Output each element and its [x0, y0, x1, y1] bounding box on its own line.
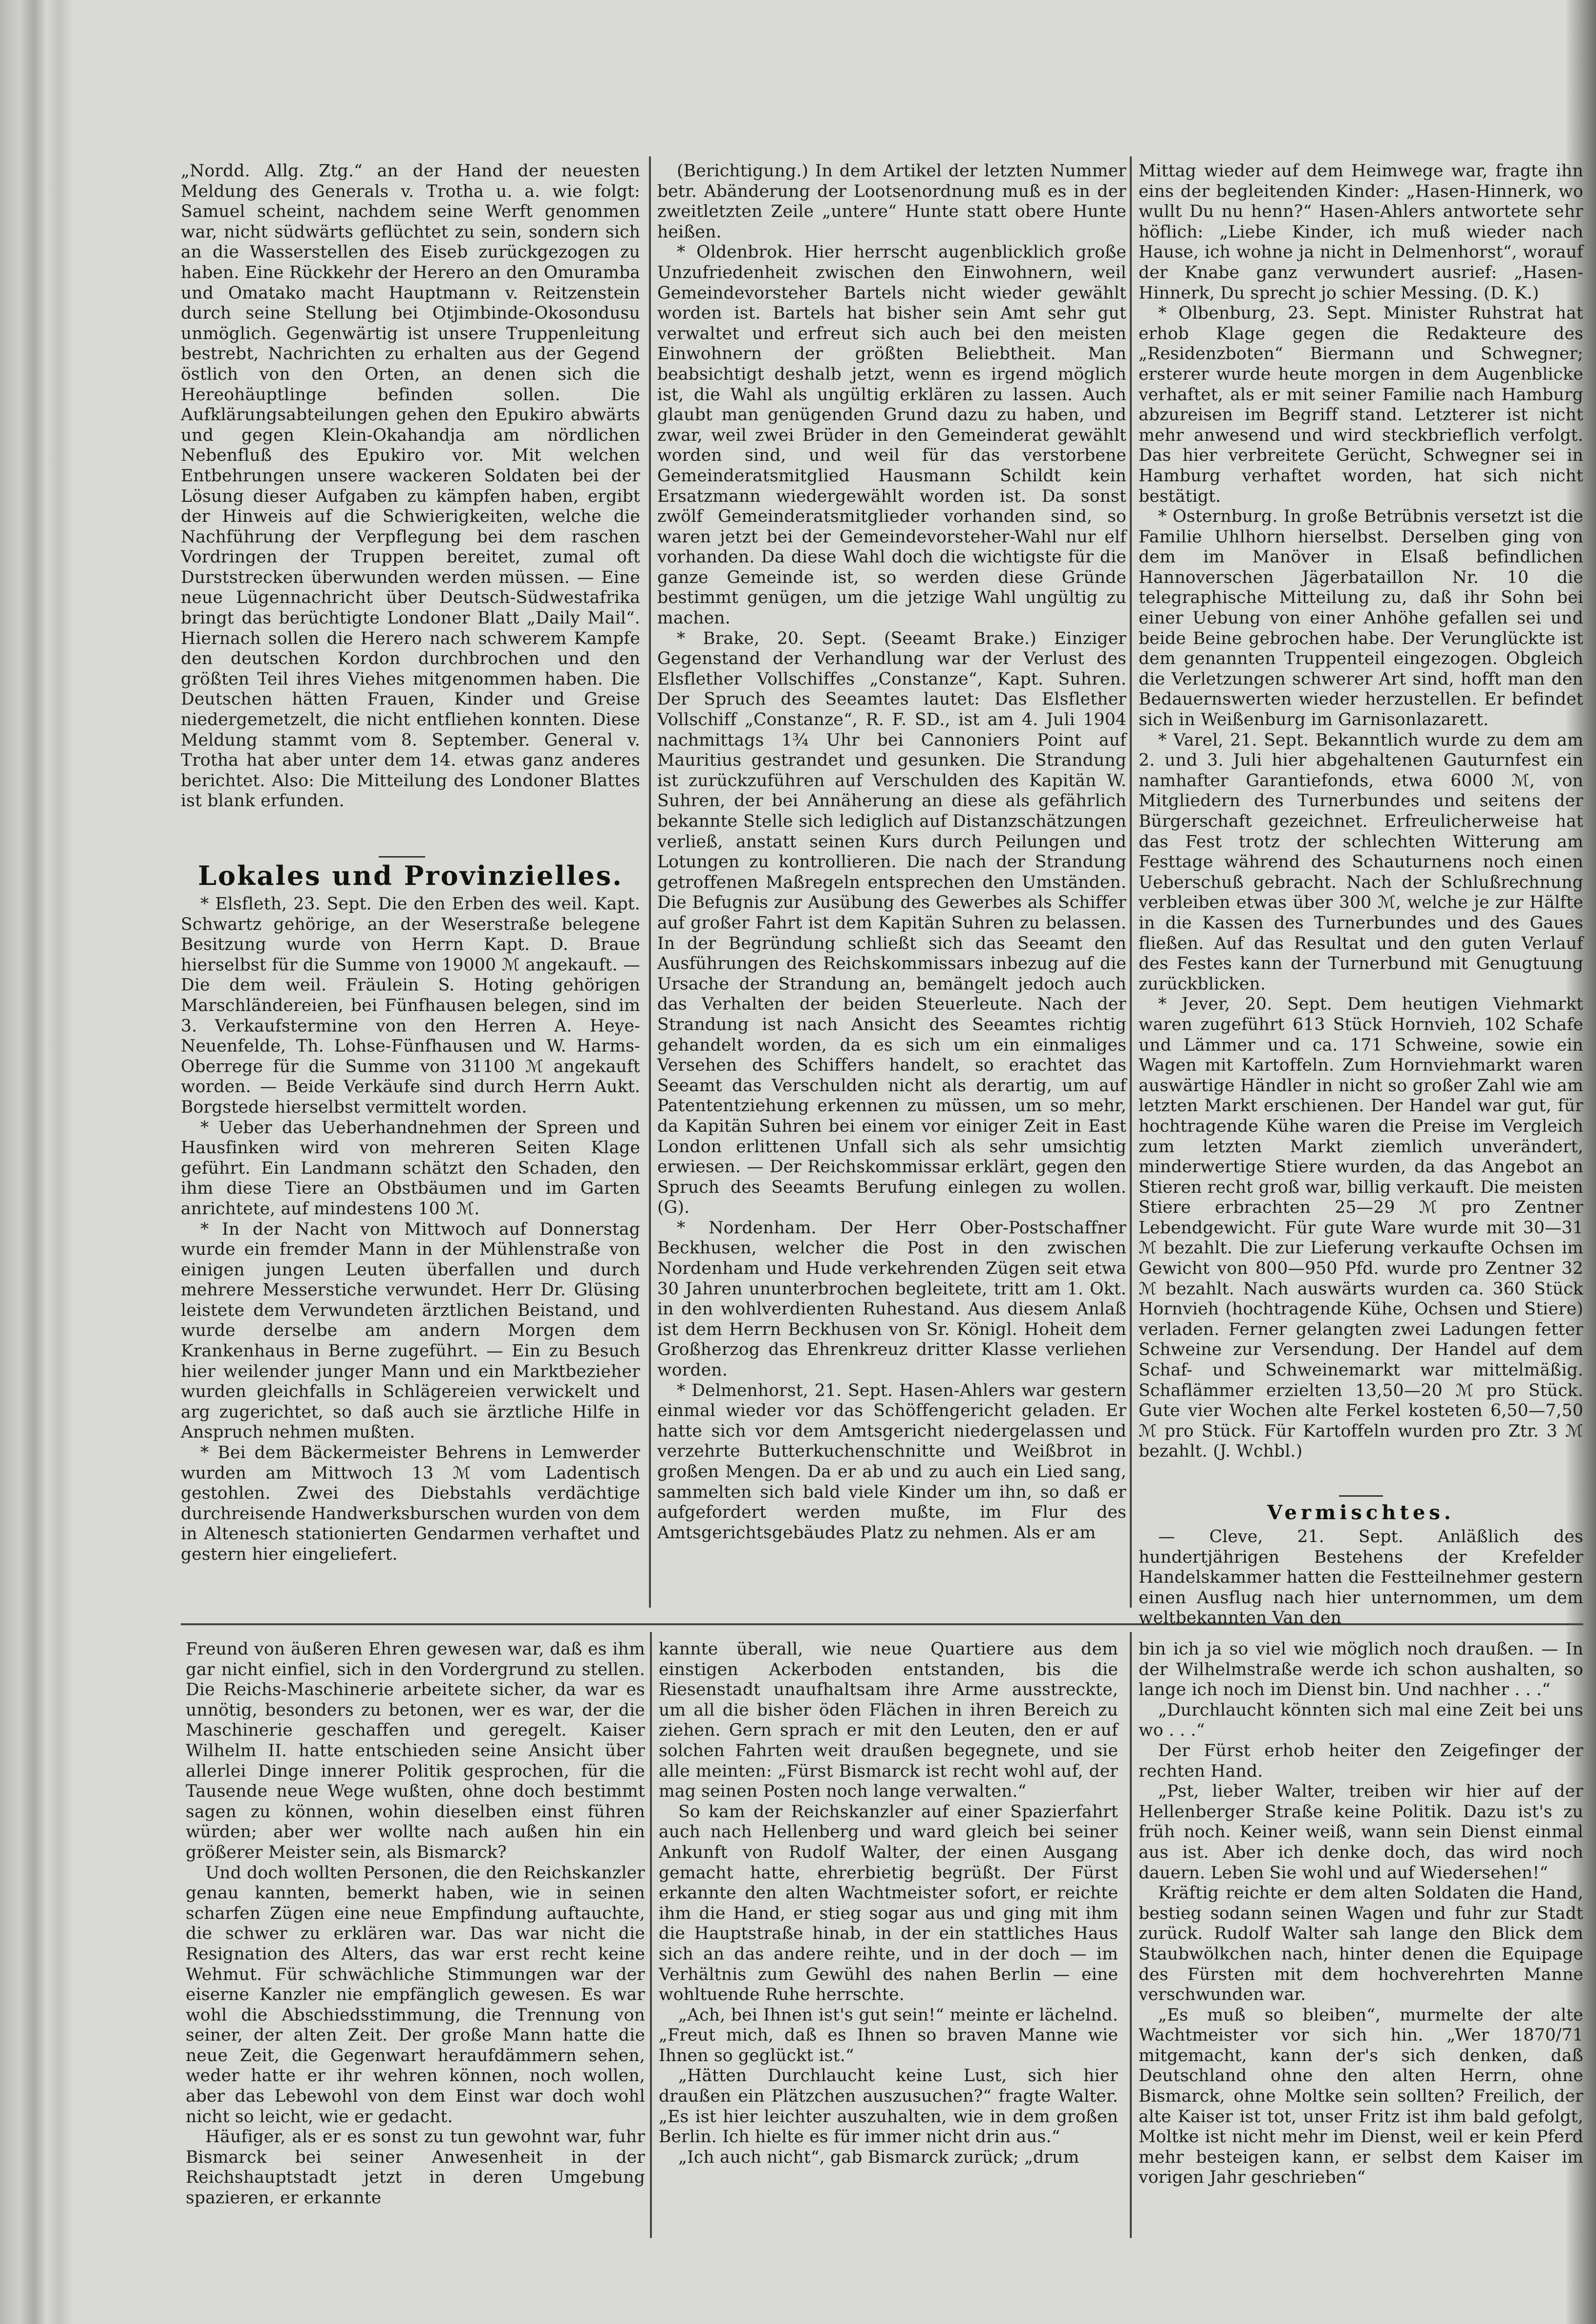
- story-paragraph: Der Fürst erhob heiter den Zeigefinger der rechten Hand.: [1139, 1741, 1583, 1781]
- article-paragraph: * Olbenburg, 23. Sept. Minister Ruhstrat hat erhob Klage gegen die Redakteure des „Residenzboten“ Biermann und Schwegner; ersterer wurde heute morgen in dem Augenblicke verhaftet, als er mit seiner Familie nach Hamburg abzureisen im Begriff stand. Letzterer ist nicht mehr anwesend und wird steckbrieflich verfolgt. Das hier verbreitete Gerücht, Schwegner sei in Hamburg verhaftet worden, hat sich nicht bestätigt.: [1139, 303, 1583, 506]
- story-paragraph: „Durchlaucht könnten sich mal eine Zeit bei uns wo . . .“: [1139, 1700, 1583, 1741]
- column-3-top: [1139, 161, 1583, 1462]
- story-paragraph: Freund von äußeren Ehren gewesen war, daß es ihm gar nicht einfiel, sich in den Vordergrund zu stellen. Die Reichs-Maschinerie arbeitete sicher, da war es unnötig, besonders zu betonen, wer es war, der die Maschinerie geschaffen und geregelt. Kaiser Wilhelm II. hatte entschieden seine Ansicht über allerlei Dinge innerer Politik gesprochen, für die Tausende neue Wege wußten, ohne doch bestimmt sagen zu können, wohin dieselben einst führen würden; aber wer wollte nach außen hin ein größerer Meister sein, als Bismarck?: [186, 1639, 645, 1862]
- story-paragraph: Häufiger, als er es sonst zu tun gewohnt war, fuhr Bismarck bei seiner Anwesenheit in der Reichshauptstadt jetzt in deren Umgebung spazieren, er erkannte: [186, 2127, 645, 2208]
- story-paragraph: bin ich ja so viel wie möglich noch draußen. — In der Wilhelmstraße werde ich schon aushalten, so lange ich noch im Dienst bin. Und nachher . . .“: [1139, 1639, 1583, 1700]
- article-paragraph: * Bei dem Bäckermeister Behrens in Lemwerder wurden am Mittwoch 13 ℳ vom Ladentisch gestohlen. Zwei des Diebstahls verdächtige durchreisende Handwerksburschen wurden von dem in Altenesch stationierten Gendarmen verhaftet und gestern hier eingeliefert.: [181, 1443, 640, 1564]
- column-2-bottom: [659, 1639, 1118, 2168]
- article-paragraph: * Ueber das Ueberhandnehmen der Spreen und Hausfinken wird von mehreren Seiten Klage geführt. Ein Landmann schätzt den Schaden, den ihm diese Tiere an Obstbäumen und im Garten anrichtete, auf mindestens 100 ℳ.: [181, 1118, 640, 1219]
- section-heading: Vermischtes.: [1267, 1501, 1455, 1524]
- short-rule: [379, 856, 425, 858]
- article-paragraph: Mittag wieder auf dem Heimwege war, fragte ihn eins der begleitenden Kinder: „Hasen-Hinnerk, wo wullt Du nu henn?“ Hasen-Ahlers antwortete sehr höflich: „Liebe Kinder, ich muß wieder nach Hause, ich wohne ja nicht in Delmenhorst“, worauf der Knabe ganz verwundert ausrief: „Hasen-Hinnerk, Du sprecht jo schier Messing. (D. K.): [1139, 161, 1583, 303]
- story-paragraph: „Hätten Durchlaucht keine Lust, sich hier draußen ein Plätzchen auszusuchen?“ fragte Walter. „Es ist hier leichter auszuhalten, wie in dem großen Berlin. Ich hielte es für immer nicht drin aus.“: [659, 2066, 1118, 2147]
- article-paragraph: * In der Nacht von Mittwoch auf Donnerstag wurde ein fremder Mann in der Mühlenstraße von einigen jungen Leuten überfallen und durch mehrere Messerstiche verwundet. Herr Dr. Glüsing leistete dem Verwundeten ärztlichen Beistand, und wurde derselbe am andern Morgen dem Krankenhaus in Berne zugeführt. — Ein zu Besuch hier weilender junger Mann und ein Marktbezieher wurden gleichfalls in Schlägereien verwickelt und arg zugerichtet, so daß auch sie ärztliche Hilfe in Anspruch nehmen mußten.: [181, 1219, 640, 1442]
- column-2-top: [657, 161, 1126, 1543]
- story-paragraph: So kam der Reichskanzler auf einer Spazierfahrt auch nach Hellenberg und ward gleich bei seiner Ankunft von Rudolf Walter, der einen Ausgang gemacht hatte, ehrerbietig begrüßt. Der Fürst erkannte den alten Wachtmeister sofort, er reichte ihm die Hand, er stieg sogar aus und ging mit ihm die Hauptstraße hinab, in der ein stattliches Haus sich an das andere reihte, und in der doch — im Verhältnis zum Gewühl des nahen Berlin — eine wohltuende Ruhe herrschte.: [659, 1802, 1118, 2005]
- story-paragraph: „Ach, bei Ihnen ist's gut sein!“ meinte er lächelnd. „Freut mich, daß es Ihnen so braven Manne wie Ihnen so geglückt ist.“: [659, 2005, 1118, 2066]
- short-rule: [1339, 1495, 1383, 1497]
- story-paragraph: Und doch wollten Personen, die den Reichskanzler genau kannten, bemerkt haben, wie in seinen scharfen Zügen eine neue Empfindung auftauchte, die schwer zu erklären war. Das war nicht die Resignation des Alters, das war erst recht keine Wehmut. Für schwächliche Stimmungen war der eiserne Kanzler nie empfänglich gewesen. Es war wohl die Abschiedsstimmung, die Trennung von seiner, der alten Zeit. Der große Mann hatte die neue Zeit, die Gegenwart heraufdämmern sehen, weder hatte er ihr wehren können, noch wollen, aber das Lebewohl von dem Einst war doch wohl nicht so leicht, wie er gedacht.: [186, 1863, 645, 2127]
- story-paragraph: „Es muß so bleiben“, murmelte der alte Wachtmeister vor sich hin. „Wer 1870/71 mitgemacht, kann der's sich denken, daß Deutschland ohne den alten Herrn, ohne Bismarck, ohne Moltke sein sollten? Freilich, der alte Kaiser ist tot, unser Fritz ist ihm bald gefolgt, Moltke ist nicht mehr im Dienst, weil er kein Pferd mehr besteigen kann, er selbst dem Kaiser im vorigen Jahr geschrieben“: [1139, 2005, 1583, 2188]
- column-rule: [649, 156, 651, 1608]
- section-heading: Lokales und Provinzielles.: [198, 860, 623, 891]
- story-paragraph: kannte überall, wie neue Quartiere aus dem einstigen Ackerboden entstanden, bis die Riesenstadt unaufhaltsam ihre Arme ausstreckte, um all die bisher öden Flächen in ihren Bereich zu ziehen. Gern sprach er mit den Leuten, den er auf solchen Fahrten weit draußen begegnete, und sie alle meinten: „Fürst Bismarck ist recht wohl auf, der mag seinen Posten noch lange verwalten.“: [659, 1639, 1118, 1802]
- story-paragraph: „Ich auch nicht“, gab Bismarck zurück; „drum: [678, 2147, 1079, 2167]
- story-paragraph: Kräftig reichte er dem alten Soldaten die Hand, bestieg sodann seinen Wagen und fuhr zur Stadt zurück. Rudolf Walter sah lange den Blick dem Staubwölkchen nach, hinter denen die Equipage des Fürsten mit dem hochverehrten Manne verschwunden war.: [1139, 1883, 1583, 2005]
- column-rule: [1130, 1632, 1132, 2238]
- article-paragraph: * Jever, 20. Sept. Dem heutigen Viehmarkt waren zugeführt 613 Stück Hornvieh, 102 Schafe und Lämmer und ca. 171 Schweine, sowie ein Wagen mit Kartoffeln. Zum Hornviehmarkt waren auswärtige Händler in nicht so großer Zahl wie am letzten Markt erschienen. Der Handel war gut, für hochtragende Kühe waren die Preise im Vergleich zum letzten Markt ziemlich unverändert, minderwertige Stiere wurden, da das Angebot an Stieren recht groß war, billig verkauft. Die meisten Stiere erbrachten 25—29 ℳ pro Zentner Lebendgewicht. Für gute Ware wurde mit 30—31 ℳ bezahlt. Die zur Lieferung verkaufte Ochsen im Gewicht von 800—950 Pfd. wurde pro Zentner 32 ℳ bezahlt. Nach auswärts wurden ca. 360 Stück Hornvieh (hochtragende Kühe, Ochsen und Stiere) verladen. Ferner gelangten zwei Ladungen fetter Schweine zur Versendung. Der Handel auf dem Schaf- und Schweinemarkt war mittelmäßig. Schaflämmer erzielten 13,50—20 ℳ pro Stück. Gute vier Wochen alte Ferkel kosteten 6,50—7,50 ℳ pro Stück. Für Kartoffeln wurden pro Ztr. 3 ℳ bezahlt. (J. Wchbl.): [1139, 994, 1583, 1462]
- article-paragraph: „Nordd. Allg. Ztg.“ an der Hand der neuesten Meldung des Generals v. Trotha u. a. wie folgt: Samuel scheint, nachdem seine Werft genommen war, nicht südwärts geflüchtet zu sein, sondern sich an die Wasserstellen des Eiseb zurückgezogen zu haben. Eine Rückkehr der Herero an den Omuramba und Omatako macht Hauptmann v. Reitzenstein durch seine Stellung bei Otjimbinde-Okosondusu unmöglich. Gegenwärtig ist unsere Truppenleitung bestrebt, Nachrichten zu erhalten aus der Gegend östlich von den Orten, an denen sich die Hereohäuptlinge befinden sollen. Die Aufklärungsabteilungen gehen den Epukiro abwärts und gegen Klein-Okahandja am nördlichen Nebenfluß des Epukiro vor. Mit welchen Entbehrungen unsere wackeren Soldaten bei der Lösung dieser Aufgaben zu kämpfen haben, ergibt der Hinweis auf die Schwierigkeiten, welche die Nachführung der Verpflegung bei dem raschen Vordringen der Truppen bereitet, zumal oft Durststrecken überwunden werden müssen. — Eine neue Lügennachricht über Deutsch-Südwestafrika bringt das berüchtigte Londoner Blatt „Daily Mail“. Hiernach sollen die Herero nach schwerem Kampfe den deutschen Kordon durchbrochen und den größten Teil ihres Viehes mitgenommen haben. Die Deutschen hätten Frauen, Kinder und Greise niedergemetzelt, die nicht entfliehen konnten. Diese Meldung stammt vom 8. September. General v. Trotha hat aber unter dem 14. etwas ganz anderes berichtet. Also: Die Mitteilung des Londoner Blattes ist blank erfunden.: [181, 161, 640, 811]
- article-paragraph: * Brake, 20. Sept. (Seeamt Brake.) Einziger Gegenstand der Verhandlung war der Verlust des Elsflether Vollschiffes „Constanze“, Kapt. Suhren. Der Spruch des Seeamtes lautet: Das Elsflether Vollschiff „Constanze“, R. F. SD., ist am 4. Juli 1904 nachmittags 1¾ Uhr bei Cannoniers Point auf Mauritius gestrandet und gesunken. Die Strandung ist zurückzuführen auf Verschulden des Kapitän W. Suhren, der bei Annäherung an diese als gefährlich bekannte Stelle sich lediglich auf Distanzschätzungen verließ, anstatt seinen Kurs durch Peilungen und Lotungen zu kontrollieren. Die nach der Strandung getroffenen Maßregeln entsprechen den Umständen. Die Befugnis zur Ausübung des Gewerbes als Schiffer auf großer Fahrt ist dem Kapitän Suhren zu belassen. In der Begründung schließt sich das Seeamt den Ausführungen des Reichskommissars inbezug auf die Ursache der Strandung an, bemängelt jedoch auch das Verhalten der beiden Steuerleute. Nach der Strandung ist nach Ansicht des Seeamtes richtig gehandelt worden, da es sich um ein einmaliges Versehen des Schiffers handelt, so erachtet das Seeamt das Verschulden nicht als derartig, um auf Patententziehung erkennen zu müssen, um so mehr, da Kapitän Suhren bei einem vor einiger Zeit in East London erlittenen Unfall sich als sehr umsichtig erwiesen. — Der Reichskommissar erklärt, gegen den Spruch des Seeamts Berufung einlegen zu wollen. (G).: [657, 628, 1126, 1218]
- article-paragraph: * Elsfleth, 23. Sept. Die den Erben des weil. Kapt. Schwartz gehörige, an der Weserstraße belegene Besitzung wurde von Herrn Kapt. D. Braue hierselbst für die Summe von 19000 ℳ angekauft. — Die dem weil. Fräulein S. Hoting gehörigen Marschländereien, bei Fünfhausen belegen, sind im 3. Verkaufstermine von den Herren A. Heye-Neuenfelde, Th. Lohse-Fünfhausen und W. Harms-Oberrege für die Summe von 31100 ℳ angekauft worden. — Beide Verkäufe sind durch Herrn Aukt. Borgstede hierselbst vermittelt worden.: [181, 894, 640, 1117]
- article-paragraph: * Delmenhorst, 21. Sept. Hasen-Ahlers war gestern einmal wieder vor das Schöffengericht geladen. Er hatte sich vor dem Amtsgericht niedergelassen und verzehrte Butterkuchenschnitte und Weißbrot in großen Mengen. Da er ab und zu auch ein Lied sang, sammelten sich bald viele Kinder um ihn, so daß er aufgefordert werden mußte, im Flur des Amtsgerichtsgebäudes Platz zu nehmen. Als er am: [657, 1380, 1126, 1543]
- column-1-bottom: [186, 1639, 645, 2209]
- article-paragraph: * Varel, 21. Sept. Bekanntlich wurde zu dem am 2. und 3. Juli hier abgehaltenen Gauturnfest ein namhafter Garantiefonds, etwa 6000 ℳ, von Mitgliedern des Turnerbundes und seitens der Bürgerschaft gezeichnet. Erfreulicherweise hat das Fest trotz der schlechten Witterung am Festtage während des Schauturnens noch einen Ueberschuß gebracht. Nach der Schlußrechnung verbleiben etwas über 300 ℳ, welche je zur Hälfte in die Kassen des Turnerbundes und des Gaues fließen. Auf das Resultat und den guten Verlauf des Festes kann der Turnerbund mit Genugtuung zurückblicken.: [1139, 730, 1583, 994]
- column-rule: [650, 1632, 652, 2238]
- article-paragraph: * Nordenham. Der Herr Ober-Postschaffner Beckhusen, welcher die Post in den zwischen Nordenham und Hude verkehrenden Zügen seit etwa 30 Jahren ununterbrochen begleitete, tritt am 1. Okt. in den wohlverdienten Ruhestand. Aus diesem Anlaß ist dem Herrn Beckhusen von Sr. Königl. Hoheit dem Großherzog das Ehrenkreuz dritter Klasse verliehen worden.: [657, 1218, 1126, 1380]
- story-paragraph: „Pst, lieber Walter, treiben wir hier auf der Hellenberger Straße keine Politik. Dazu ist's zu früh noch. Keiner weiß, wann sein Dienst einmal aus ist. Aber ich denke doch, das wird noch dauern. Leben Sie wohl und auf Wiedersehen!“: [1139, 1782, 1583, 1883]
- page-binding-edge: [0, 0, 73, 2324]
- column-3-bottom: [1139, 1639, 1583, 2188]
- column-1-top: [181, 161, 640, 812]
- article-paragraph: — Cleve, 21. Sept. Anläßlich des hundertjährigen Bestehens der Krefelder Handelskammer hatten die Festteilnehmer gestern einen Ausflug nach hier unternommen, um dem weltbekannten Van den: [1139, 1527, 1583, 1628]
- column-3-miscellaneous: [1139, 1527, 1583, 1629]
- article-paragraph: (Berichtigung.) In dem Artikel der letzten Nummer betr. Abänderung der Lootsenordnung muß es in der zweitletzten Zeile „untere“ Hunte statt obere Hunte heißen.: [657, 161, 1126, 242]
- column-rule: [1130, 156, 1132, 1608]
- article-paragraph: * Oldenbrok. Hier herrscht augenblicklich große Unzufriedenheit zwischen den Einwohnern, weil Gemeindevorsteher Bartels nicht wieder gewählt worden ist. Bartels hat bisher sein Amt sehr gut verwaltet und erfreut sich auch bei den meisten Einwohnern der größten Beliebtheit. Man beabsichtigt deshalb jetzt, wenn es irgend möglich ist, die Wahl als ungültig erklären zu lassen. Auch glaubt man genügenden Grund dazu zu haben, und zwar, weil zwei Brüder in den Gemeinderat gewählt worden sind, und weil für das verstorbene Gemeinderatsmitglied Hausmann Schildt kein Ersatzmann wiedergewählt worden ist. Da sonst zwölf Gemeinderatsmitglieder vorhanden sind, so waren jetzt bei der Gemeindevorsteher-Wahl nur elf vorhanden. Da diese Wahl doch die wichtigste für die ganze Gemeinde ist, so werden diese Gründe bestimmt genügen, um die jetzige Wahl ungültig zu machen.: [657, 242, 1126, 628]
- column-1-local-news: [181, 894, 640, 1565]
- article-paragraph: * Osternburg. In große Betrübnis versetzt ist die Familie Uhlhorn hierselbst. Derselben ging von dem im Manöver in Elsaß befindlichen Hannoverschen Jägerbataillon Nr. 10 die telegraphische Mitteilung zu, daß ihr Sohn bei einer Uebung von einer Anhöhe gefallen sei und beide Beine gebrochen habe. Der Verunglückte ist dem genannten Truppenteil eingezogen. Obgleich die Verletzungen schwerer Art sind, hofft man den Bedauernswerten wieder herzustellen. Er befindet sich in Weißenburg im Garnisonlazarett.: [1139, 507, 1583, 730]
